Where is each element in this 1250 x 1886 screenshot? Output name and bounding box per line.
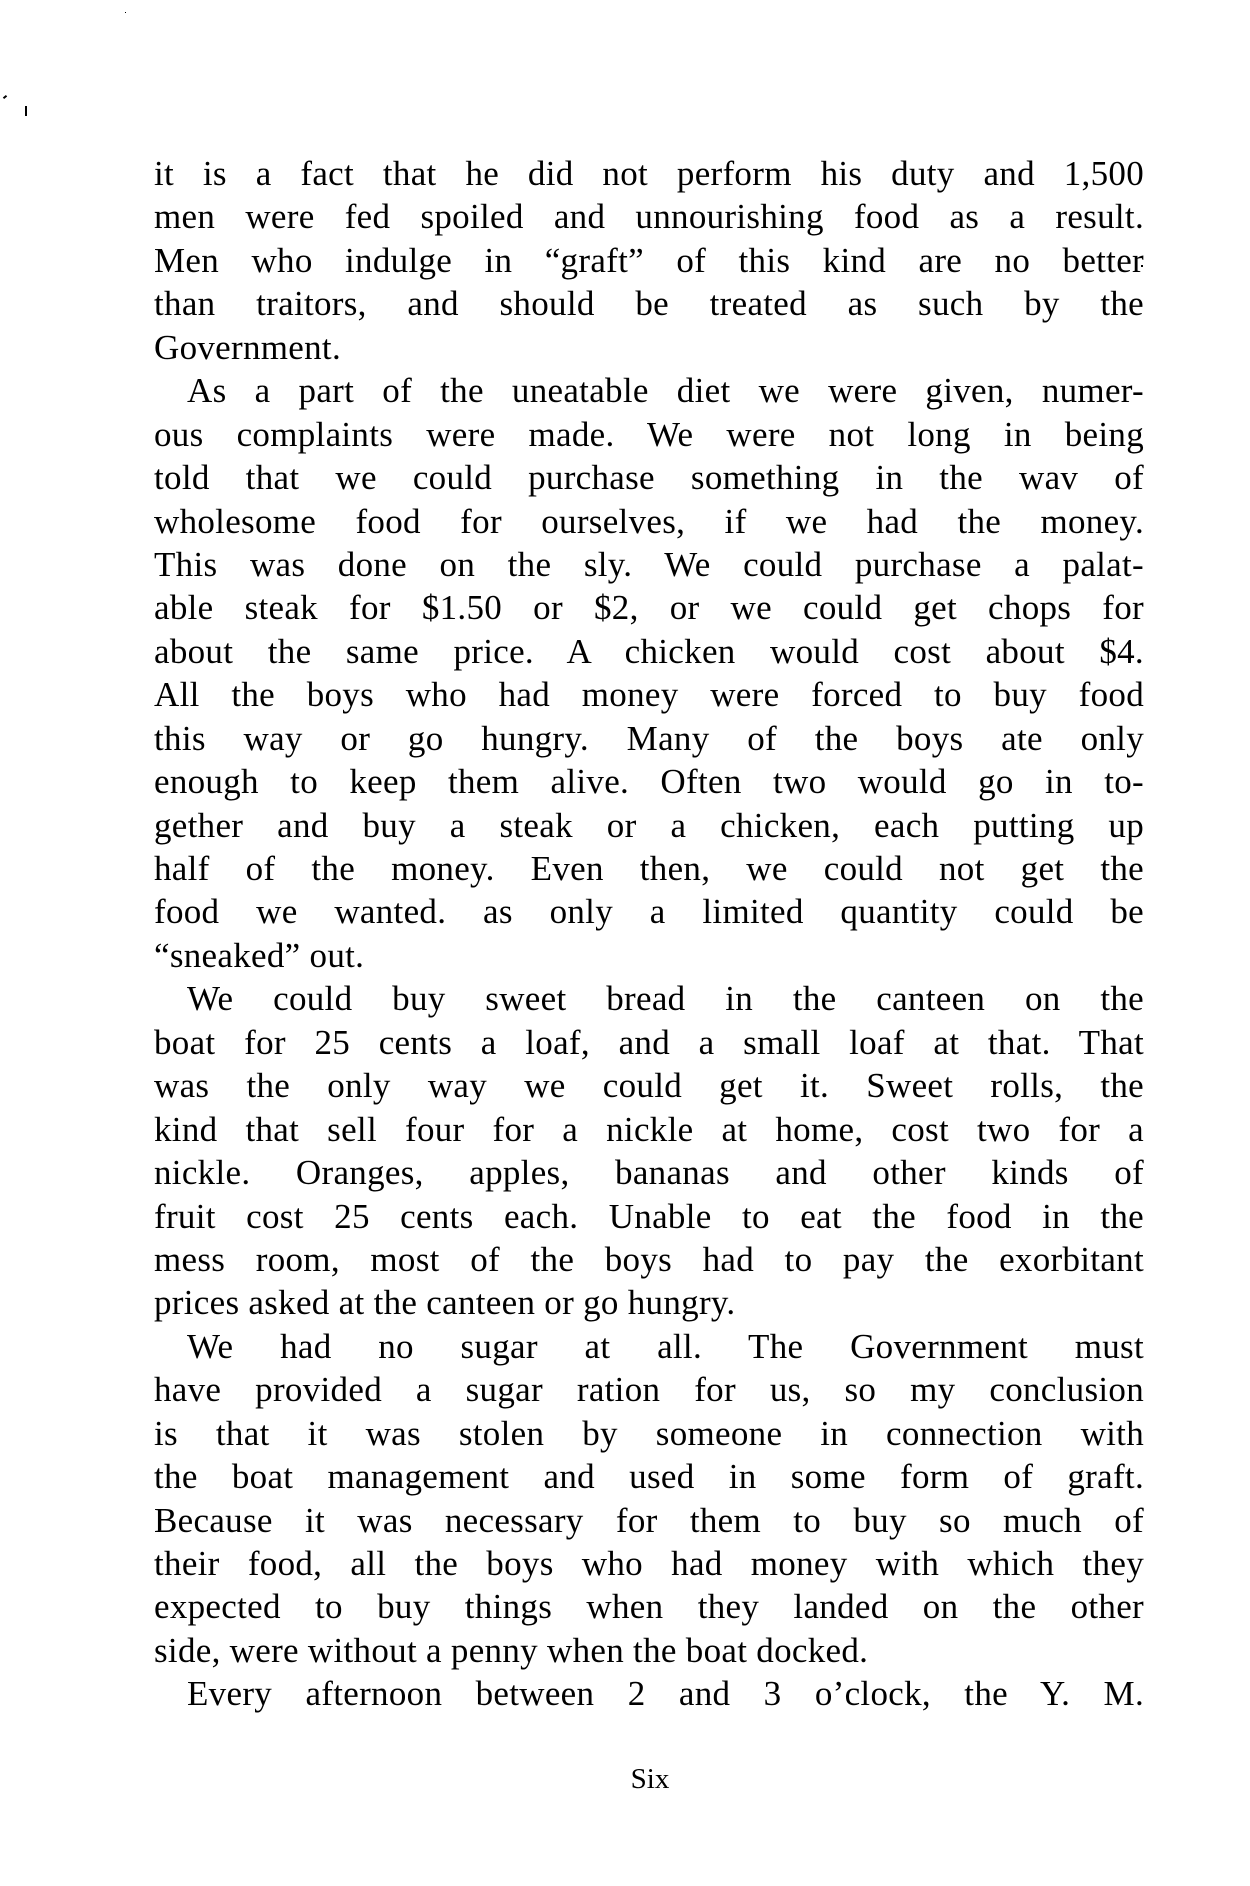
paragraph-4 — [154, 1325, 1144, 1673]
paragraph-1 — [154, 152, 1144, 369]
text-line: the boat management and used in some form of graft. — [154, 1457, 1144, 1497]
text-line: enough to keep them alive. Often two would go in to- — [154, 762, 1144, 802]
text-line: prices asked at the canteen or go hungry. — [154, 1283, 736, 1323]
scan-speck — [125, 12, 126, 13]
body-text — [154, 152, 1144, 1716]
text-line: is that it was stolen by someone in connection with — [154, 1413, 1144, 1453]
text-line: mess room, most of the boys had to pay the exorbitant — [154, 1239, 1144, 1279]
text-line: this way or go hungry. Many of the boys ate only — [154, 718, 1144, 758]
text-line: told that we could purchase something in the wav of — [154, 458, 1144, 498]
text-line: kind that sell four for a nickle at home, cost two for a — [154, 1109, 1144, 1149]
text-line: Government. — [154, 327, 341, 367]
text-line: expected to buy things when they landed on the other — [154, 1587, 1144, 1627]
text-line: it is a fact that he did not perform his duty and 1,500 — [154, 154, 1144, 193]
text-line: men were fed spoiled and unnourishing food as a result. — [154, 197, 1144, 237]
text-line: fruit cost 25 cents each. Unable to eat the food in the — [154, 1196, 1144, 1236]
scan-speck — [3, 95, 7, 99]
text-line: boat for 25 cents a loaf, and a small loaf at that. That — [154, 1022, 1144, 1062]
text-line: their food, all the boys who had money with which they — [154, 1544, 1144, 1583]
text-line: wholesome food for ourselves, if we had the money. — [154, 501, 1144, 541]
text-line: nickle. Oranges, apples, bananas and other kinds of — [154, 1153, 1144, 1193]
text-line: As a part of the uneatable diet we were given, numer- — [187, 371, 1144, 411]
paragraph-3 — [154, 977, 1144, 1325]
text-line: than traitors, and should be treated as such by the — [154, 284, 1144, 324]
text-line: “sneaked” out. — [154, 935, 365, 975]
text-line: food we wanted. as only a limited quantity could be — [154, 892, 1144, 932]
paragraph-5 — [154, 1672, 1144, 1715]
text-line: gether and buy a steak or a chicken, each putting up — [154, 805, 1144, 845]
text-line: We had no sugar at all. The Government must — [187, 1326, 1144, 1366]
page-number: Six — [630, 1763, 670, 1795]
scan-speck — [25, 106, 27, 116]
text-line: half of the money. Even then, we could not get the — [154, 849, 1144, 888]
text-line: ous complaints were made. We were not long in being — [154, 414, 1144, 454]
text-line: side, were without a penny when the boat docked. — [154, 1630, 869, 1670]
text-line: Because it was necessary for them to buy so much of — [154, 1500, 1144, 1540]
text-line: about the same price. A chicken would cost about $4. — [154, 631, 1144, 671]
text-line: This was done on the sly. We could purchase a palat- — [154, 544, 1144, 584]
text-line: We could buy sweet bread in the canteen on the — [187, 979, 1144, 1019]
text-line: was the only way we could get it. Sweet rolls, the — [154, 1066, 1144, 1106]
text-line: Every afternoon between 2 and 3 o’clock, the Y. M. — [187, 1674, 1144, 1714]
text-line: All the boys who had money were forced to buy food — [154, 675, 1144, 715]
text-line: Men who indulge in “graft” of this kind are no better — [154, 240, 1144, 280]
text-line: have provided a sugar ration for us, so my conclusion — [154, 1370, 1144, 1410]
text-line: able steak for $1.50 or $2, or we could get chops for — [154, 588, 1144, 628]
paragraph-2 — [154, 369, 1144, 977]
